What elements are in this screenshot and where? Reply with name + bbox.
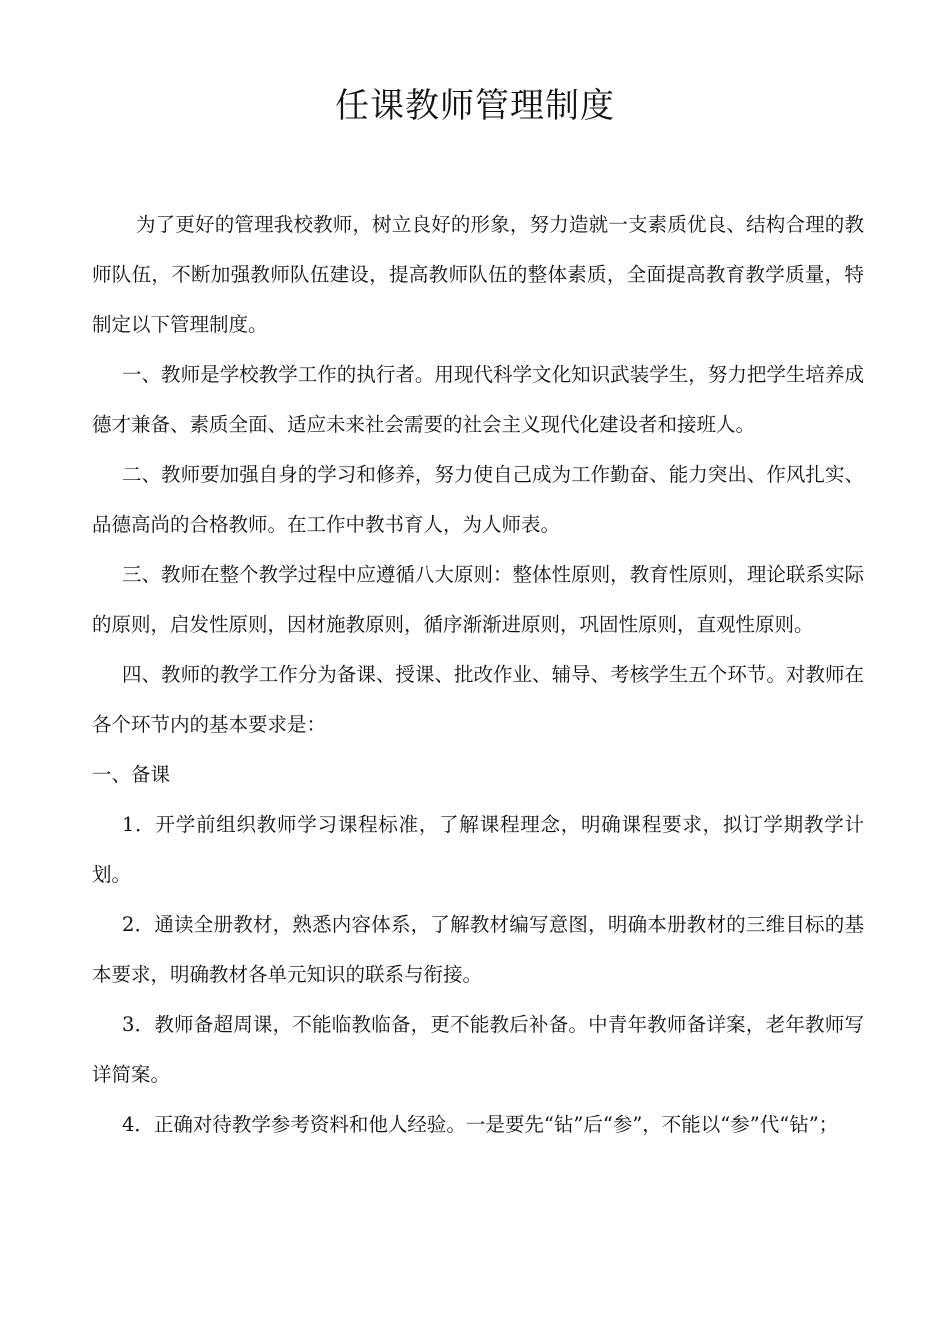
list-item-2: 2．通读全册教材，熟悉内容体系，了解教材编写意图，明确本册教材的三维目标的基本要求，明确教材各单元知识的联系与衔接。 [92, 913, 864, 986]
list-item-1: 1．开学前组织教师学习课程标准，了解课程理念，明确课程要求，拟订学期教学计划。 [92, 813, 864, 886]
paragraph-rule-4: 四、教师的教学工作分为备课、授课、批改作业、辅导、考核学生五个环节。对教师在各个环节内的基本要求是： [92, 663, 864, 736]
paragraph-rule-1: 一、教师是学校教学工作的执行者。用现代科学文化知识武装学生，努力把学生培养成德才兼备、素质全面、适应未来社会需要的社会主义现代化建设者和接班人。 [92, 363, 864, 436]
paragraph-rule-3: 三、教师在整个教学过程中应遵循八大原则：整体性原则，教育性原则，理论联系实际的原则，启发性原则，因材施教原则，循序渐渐进原则，巩固性原则，直观性原则。 [92, 563, 864, 636]
document-body [92, 200, 864, 1150]
section-heading-lesson-prep: 一、备课 [92, 763, 171, 786]
list-item-3: 3．教师备超周课，不能临教临备，更不能教后补备。中青年教师备详案，老年教师写详简案。 [92, 1013, 864, 1086]
document-title: 任课教师管理制度 [335, 86, 615, 126]
paragraph-rule-2: 二、教师要加强自身的学习和修养，努力使自己成为工作勤奋、能力突出、作风扎实、品德高尚的合格教师。在工作中教书育人，为人师表。 [92, 463, 864, 536]
list-item-4: 4．正确对待教学参考资料和他人经验。一是要先“钻”后“参”，不能以“参”代“钻”； [122, 1113, 839, 1136]
paragraph-intro: 为了更好的管理我校教师，树立良好的形象，努力造就一支素质优良、结构合理的教师队伍，不断加强教师队伍建设，提高教师队伍的整体素质，全面提高教育教学质量，特制定以下管理制度。 [92, 213, 864, 336]
